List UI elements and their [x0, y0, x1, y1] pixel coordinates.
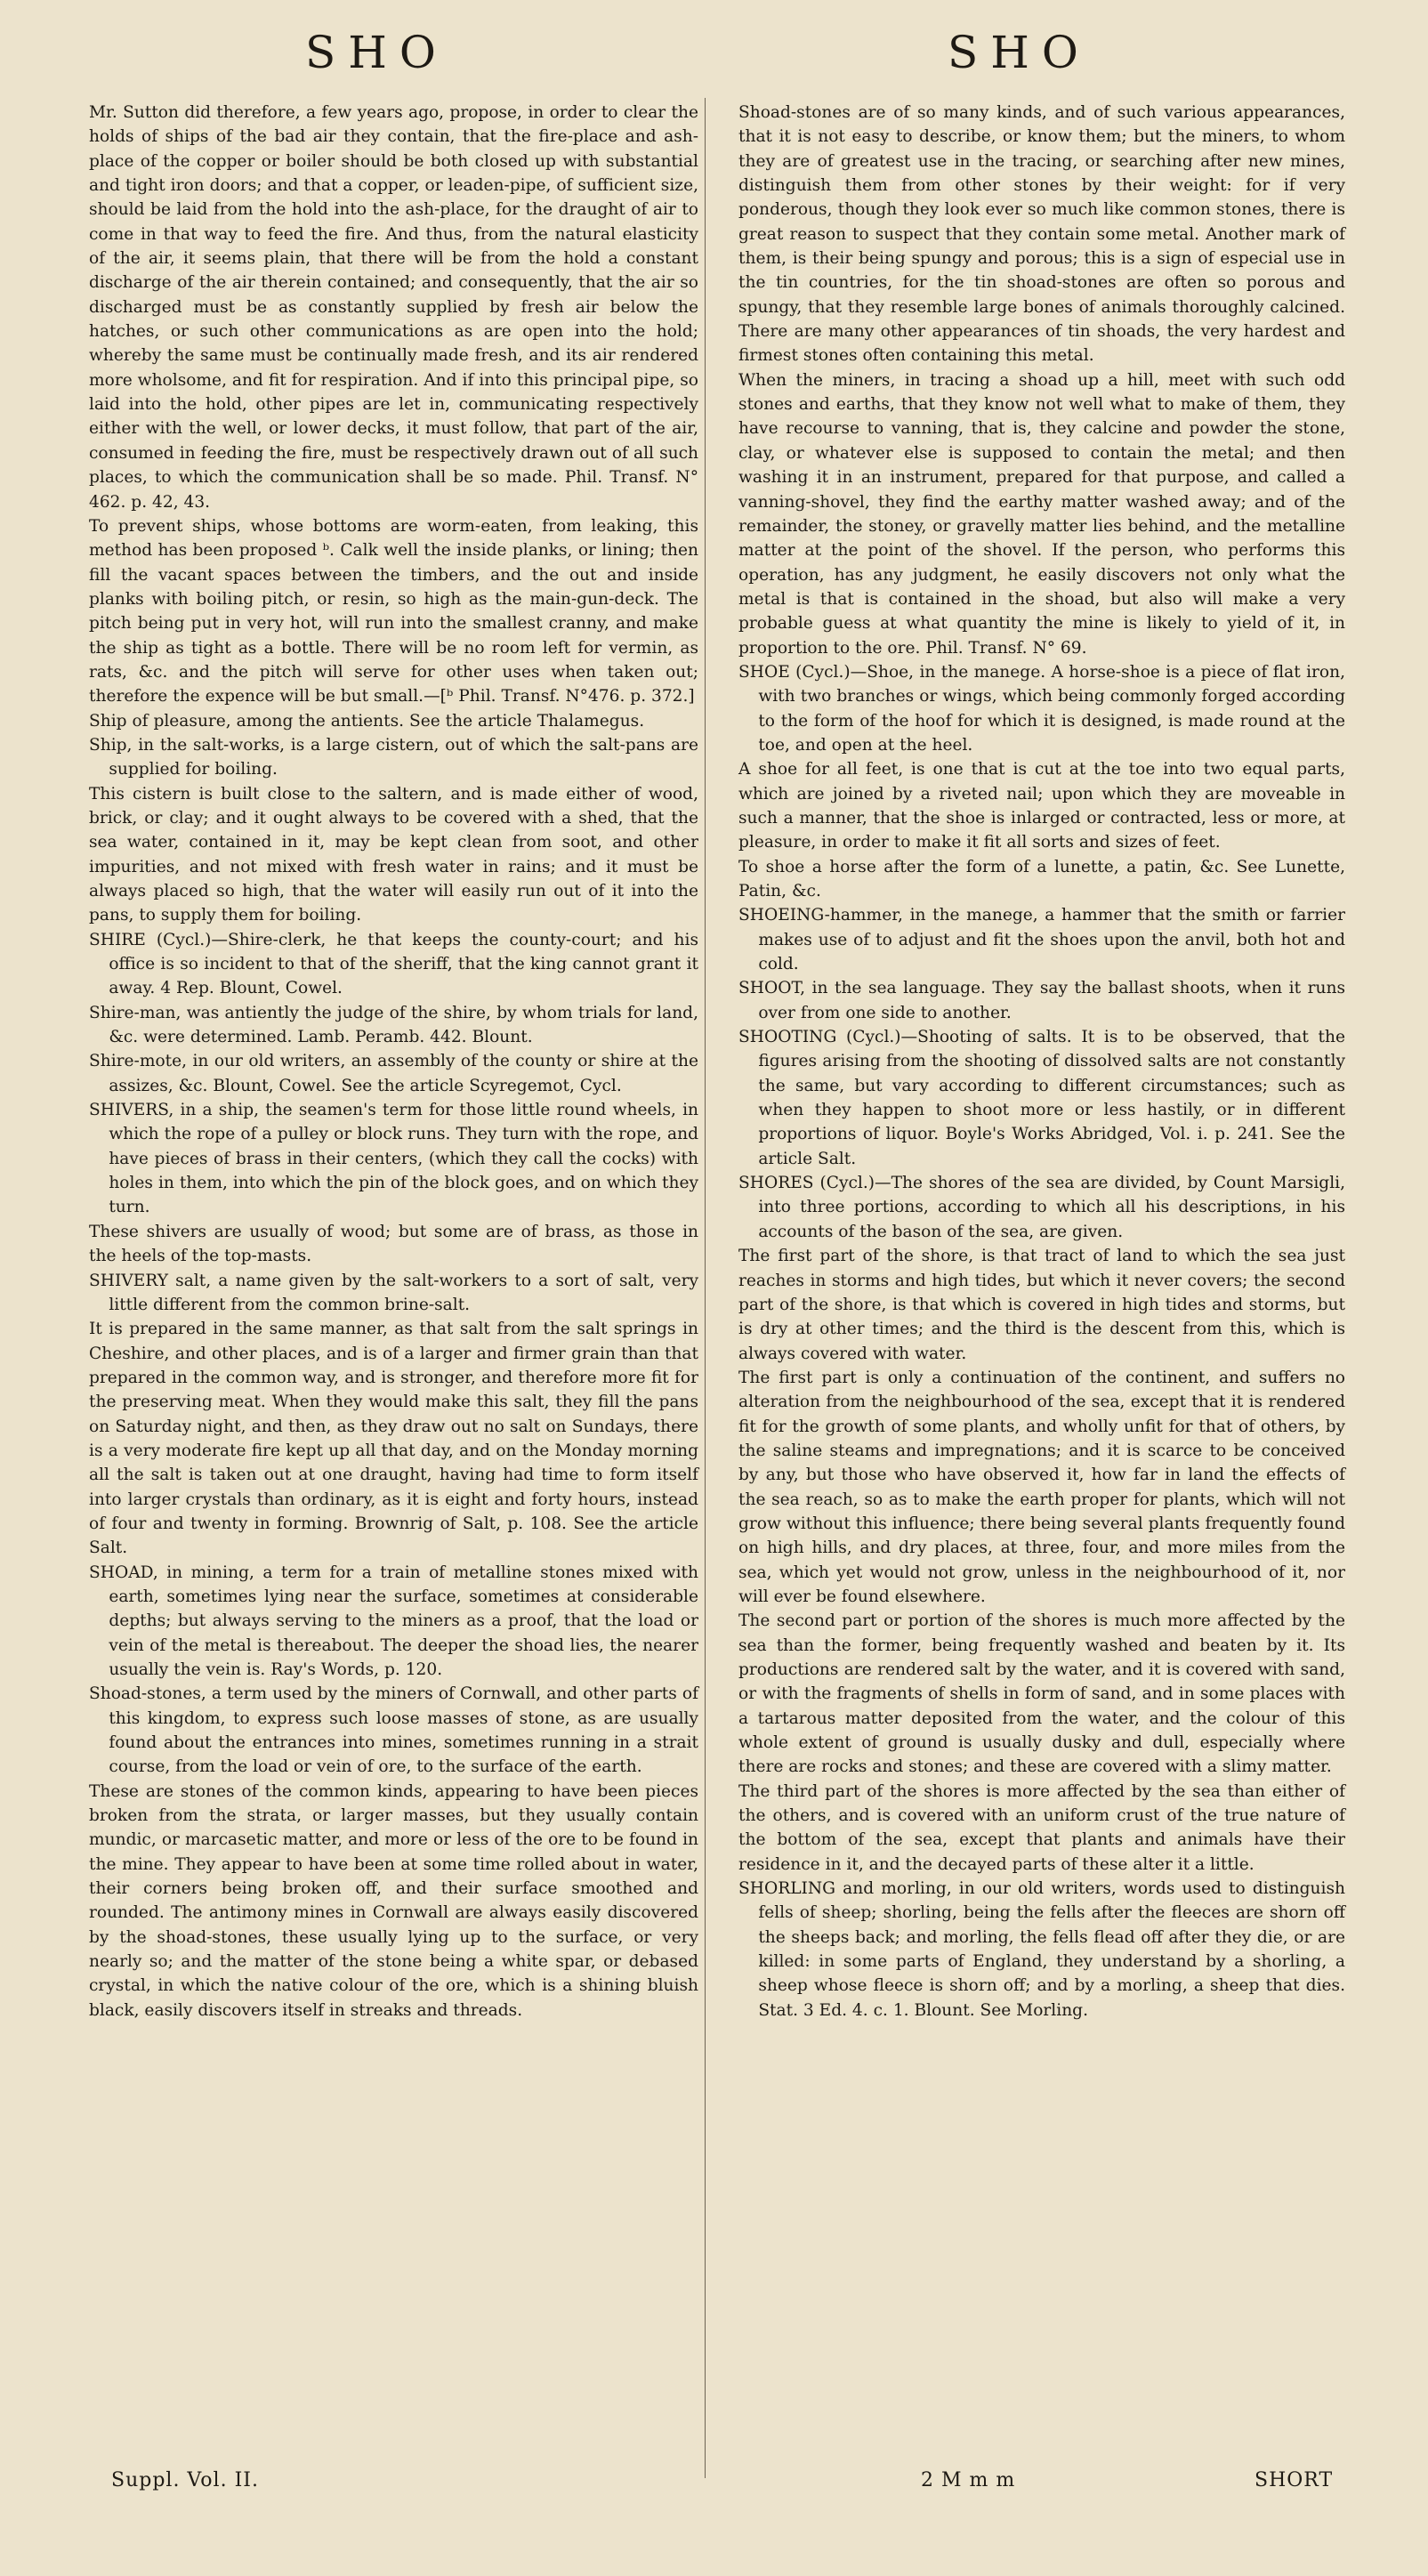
- catchword: SHORT: [1255, 2469, 1334, 2491]
- paragraph: The first part is only a continuation of the continent, and suffers no alteration from the neighbourhood of the sea, except that it is rendered fit for the growth of some plants, and wholly unfit for that of others, by the saline steams and impregnations; and it is scarce to be conceived by any, but those who have observed it, how far in land the effects of the sea reach, so as to make the earth proper for plants, which will not grow without this influence; there being several plants frequently found on high hills, and dry places, at three, four, and more miles from the sea, which yet would not grow, unless in the neighbourhood of it, nor will ever be found elsewhere.: [738, 1368, 1345, 1606]
- entry: SHOEING-hammer, in the manege, a hammer that the smith or farrier makes use of to adjust and fit the shoes upon the anvil, both hot and cold.: [738, 906, 1345, 974]
- paragraph: Shoad-stones are of so many kinds, and of such various appearances, that it is not easy to describe, or know them; but the miners, to whom they are of greatest use in the tracing, or searching after new mines, distinguish them from other stones by their weight: for if very ponderous, though they look ever so much like common stones, there is great reason to suspect that they contain some metal. Another mark of them, is their being spungy and porous; this is a sign of especial use in the tin countries, for the tin shoad-stones are often so porous and spungy, that they resemble large bones of animals thoroughly calcined. There are many other appearances of tin shoads, the very hardest and firmest stones often containing this metal.: [738, 103, 1345, 366]
- paragraph: To prevent ships, whose bottoms are worm-eaten, from leaking, this method has been proposed ᵇ. Calk well the inside planks, or lining; then fill the vacant spaces between the timbers, and the out and inside planks with boiling pitch, or resin, so high as the main-gun-deck. The pitch being put in very hot, will run into the smallest cranny, and make the ship as tight as a bottle. There will be no room left for vermin, as rats, &c. and the pitch will serve for other uses when taken out; therefore the expence will be but small.—[ᵇ Phil. Transf. N°476. p. 372.]: [89, 516, 698, 707]
- left-column: [89, 101, 698, 2023]
- paragraph: This cistern is built close to the saltern, and is made either of wood, brick, or clay; and it ought always to be covered with a shed, that the sea water, contained in it, may be kept clean from soot, and other impurities, and not mixed with fresh water in rains; and it must be always placed so high, that the water will easily run out of it into the pans, to supply them for boiling.: [89, 784, 698, 925]
- paragraph: It is prepared in the same manner, as that salt from the salt springs in Cheshire, and other places, and is of a larger and firmer grain than that prepared in the common way, and is stronger, and therefore more fit for the preserving meat. When they would make this salt, they fill the pans on Saturday night, and then, as they draw out no salt on Sundays, there is a very moderate fire kept up all that day, and on the Monday morning all the salt is taken out at one draught, having had time to form itself into larger crystals than ordinary, as it is eight and forty hours, instead of four and twenty in forming. Brownrig of Salt, p. 108. See the article Salt.: [89, 1320, 698, 1558]
- column-divider: [705, 98, 706, 2478]
- running-head-right: SHO: [948, 27, 1091, 78]
- entry: Ship, in the salt-works, is a large cistern, out of which the salt-pans are supplied for boiling.: [89, 735, 698, 779]
- paragraph: The second part or portion of the shores is much more affected by the sea than the former, being frequently washed and beaten by it. Its productions are rendered salt by the water, and it is covered with sand, or with the fragments of shells in form of sand, and in some places with a tartarous matter deposited from the water, and the colour of this whole extent of ground is usually dusky and dull, especially where there are rocks and stones; and these are covered with a slimy matter.: [738, 1611, 1345, 1777]
- entry: Shoad-stones, a term used by the miners of Cornwall, and other parts of this kingdom, to express such loose masses of stone, as are usually found about the entrances into mines, sometimes running in a strait course, from the load or vein of ore, to the surface of the earth.: [89, 1684, 698, 1777]
- paragraph: The first part of the shore, is that tract of land to which the sea just reaches in storms and high tides, but which it never covers; the second part of the shore, is that which is covered in high tides and storms, but is dry at other times; and the third is the descent from this, which is always covered with water.: [738, 1247, 1345, 1363]
- entry: SHIVERS, in a ship, the seamen's term for those little round wheels, in which the rope of a pulley or block runs. They turn with the rope, and have pieces of brass in their centers, (which they call the cocks) with holes in them, into which the pin of the block goes, and on which they turn.: [89, 1101, 698, 1217]
- entry: Ship of pleasure, among the antients. See the article Thalamegus.: [89, 711, 645, 731]
- entry: SHORLING and morling, in our old writers, words used to distinguish fells of sheep; shorling, being the fells after the fleeces are shorn off the sheeps back; and morling, the fells flead off after they die, or are killed: in some parts of England, they understand by a shorling, a sheep whose fleece is shorn off; and by a morling, a sheep that dies. Stat. 3 Ed. 4. c. 1. Blount. See Morling.: [738, 1879, 1345, 2020]
- entry: Shire-mote, in our old writers, an assembly of the county or shire at the assizes, &c. Blount, Cowel. See the article Scyregemot, Cycl.: [89, 1052, 698, 1095]
- entry: SHIRE (Cycl.)—Shire-clerk, he that keeps the county-court; and his office is so incident to that of the sheriff, that the king cannot grant it away. 4 Rep. Blount, Cowel.: [89, 930, 698, 998]
- paragraph: These are stones of the common kinds, appearing to have been pieces broken from the strata, or larger masses, but they usually contain mundic, or marcasetic matter, and more or less of the ore to be found in the mine. They appear to have been at some time rolled about in water, their corners being broken off, and their surface smoothed and rounded. The antimony mines in Cornwall are always easily discovered by the shoad-stones, these usually lying up to the surface, or very nearly so; and the matter of the stone being a white spar, or debased crystal, in which the native colour of the ore, which is a shining bluish black, easily discovers itself in streaks and threads.: [89, 1781, 698, 2020]
- entry: SHIVERY salt, a name given by the salt-workers to a sort of salt, very little different from the common brine-salt.: [89, 1271, 698, 1314]
- running-head-left: SHO: [305, 27, 448, 78]
- entry: SHOAD, in mining, a term for a train of metalline stones mixed with earth, sometimes lying near the surface, sometimes at considerable depths; but always serving to the miners as a proof, that the load or vein of the metal is thereabout. The deeper the shoad lies, the nearer usually the vein is. Ray's Words, p. 120.: [89, 1563, 698, 1679]
- volume-signature: Suppl. Vol. II.: [111, 2469, 259, 2491]
- paragraph: When the miners, in tracing a shoad up a hill, meet with such odd stones and earths, that they know not well what to make of them, they have recourse to vanning, that is, they calcine and powder the stone, clay, or whatever else is supposed to contain the metal; and then washing it in an instrument, prepared for that purpose, and called a vanning-shovel, they find the earthy matter washed away; and of the remainder, the stoney, or gravelly matter lies behind, and the metalline matter at the point of the shovel. If the person, who performs this operation, has any judgment, he easily discovers not only what the metal is that is contained in the shoad, but also will make a very probable guess at what quantity the mine is likely to yield of it, in proportion to the ore. Phil. Transf. N° 69.: [738, 370, 1345, 658]
- right-column: [738, 101, 1345, 2023]
- paragraph: A shoe for all feet, is one that is cut at the toe into two equal parts, which are joined by a riveted nail; upon which they are moveable in such a manner, that the shoe is inlarged or contracted, less or more, at pleasure, in order to make it fit all sorts and sizes of feet.: [738, 760, 1345, 852]
- entry: Shire-man, was antiently the judge of the shire, by whom trials for land, &c. were determined. Lamb. Peramb. 442. Blount.: [89, 1003, 698, 1047]
- paragraph: Mr. Sutton did therefore, a few years ago, propose, in order to clear the holds of ships of the bad air they contain, that the fire-place and ash-place of the copper or boiler should be both closed up with substantial and tight iron doors; and that a copper, or leaden-pipe, of sufficient size, should be laid from the hold into the ash-place, for the draught of air to come in that way to feed the fire. And thus, from the natural elasticity of the air, it seems plain, that there will be from the hold a constant discharge of the air therein contained; and consequently, that the air so discharged must be as constantly supplied by fresh air below the hatches, or such other communications as are open into the hold; whereby the same must be continually made fresh, and its air rendered more wholsome, and fit for respiration. And if into this principal pipe, so laid into the hold, other pipes are let in, communicating respectively either with the well, or lower decks, it must follow, that part of the air, consumed in feeding the fire, must be respectively drawn out of all such places, to which the communication shall be so made. Phil. Transf. N° 462. p. 42, 43.: [89, 103, 698, 512]
- entry: SHOE (Cycl.)—Shoe, in the manege. A horse-shoe is a piece of flat iron, with two branches or wings, which being commonly forged according to the form of the hoof for which it is designed, is made round at the toe, and open at the heel.: [738, 662, 1345, 755]
- paragraph: These shivers are usually of wood; but some are of brass, as those in the heels of the top-masts.: [89, 1222, 698, 1266]
- entry: SHOOT, in the sea language. They say the ballast shoots, when it runs over from one side to another.: [738, 979, 1345, 1022]
- entry: SHOOTING (Cycl.)—Shooting of salts. It is to be observed, that the figures arising from the shooting of dissolved salts are not constantly the same, but vary according to different circumstances; such as when they happen to shoot more or less hastily, or in different proportions of liquor. Boyle's Works Abridged, Vol. i. p. 241. See the article Salt.: [738, 1028, 1345, 1168]
- paragraph: The third part of the shores is more affected by the sea than either of the others, and is covered with an uniform crust of the true nature of the bottom of the sea, except that plants and animals have their residence in it, and the decayed parts of these alter it a little.: [738, 1781, 1345, 1874]
- entry: SHORES (Cycl.)—The shores of the sea are divided, by Count Marsigli, into three portions, according to which all his descriptions, in his accounts of the bason of the sea, are given.: [738, 1174, 1345, 1241]
- gathering-signature: 2 M m m: [921, 2469, 1016, 2491]
- paragraph: To shoe a horse after the form of a lunette, a patin, &c. See Lunette, Patin, &c.: [738, 857, 1345, 900]
